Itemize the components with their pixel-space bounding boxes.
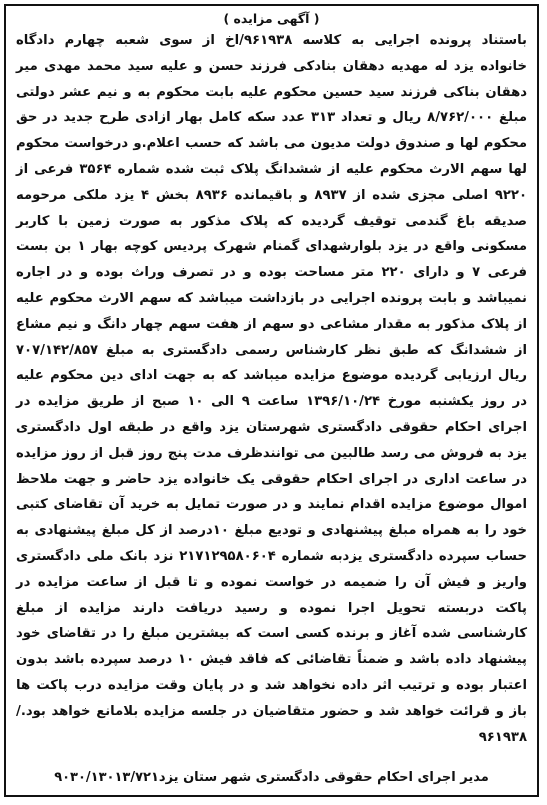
- notice-body: باستناد پرونده اجرایی به کلاسه ۹۶۱۹۳۸/اخ از سوی شعبه چهارم دادگاه خانواده یزد له مهدیه دهقان بنادکی فرزند حسن و علیه سید محمد مهدی میر دهقان بناکی فرزند سید حسین محکوم علیه بابت محکوم به و نیم عشر دولتی مبلغ ۸/۷۶۲/۰۰۰ ریال و تعداد ۳۱۳ عدد سکه کامل بهار ازادی طرح جدید در حق محکوم لها و صندوق دولت مدیون می باشد که حسب اعلام.و درخواست محکوم لها سهم الارث محکوم علیه از ششدانگ پلاک ثبت شده شماره ۳۵۶۴ فرعی از ۹۲۲۰ اصلی مجزی شده از ۸۹۳۷ و باقیمانده ۸۹۳۶ بخش ۴ یزد ملکی مرحومه صدیقه باغ گندمی توقیف گردیده که پلاک مذکور به صورت زمین با کاربر مسکونی واقع در یزد بلوارشهدای گمنام شهرک پردیس کوچه بهار ۱ بن بست فرعی ۷ و دارای ۲۲۰ متر مساحت بوده و در تصرف وراث بوده و در اجاره نمیباشد و بابت پرونده اجرایی در بازداشت میباشد که سهم الارث محکوم علیه از پلاک مذکور به مقدار مشاعی دو سهم از هفت سهم چهار دانگ و نیم مشاع از ششدانگ که طبق نظر کارشناس رسمی دادگستری به مبلغ ۷۰۷/۱۴۲/۸۵۷ ریال ارزیابی گردیده موضوع مزایده میباشد که به جهت ادای دین محکوم علیه در روز یکشنبه مورخ ۱۳۹۶/۱۰/۲۴ ساعت ۹ الی ۱۰ صبح از طریق مزایده در اجرای احکام حقوقی دادگستری شهرستان یزد واقع در طبقه اول دادگستری یزد به فروش می رسد طالبین می توانندظرف مدت پنج روز قبل از روز مزایده در ساعت اداری در اجرای احکام حقوقی یک خانواده یزد حاضر و جهت ملاحظ اموال موضوع مزایده اقدام نمایند و در صورت تمایل به خرید آن تقاضای کتبی خود را به همراه مبلغ پیشنهادی و تودیع مبلغ ۱۰درصد از کل مبلغ پیشنهادی به حساب سپرده دادگستری یزدبه شماره ۲۱۷۱۲۹۵۸۰۶۰۴ نزد بانک ملی دادگستری واریز و فیش آن را ضمیمه در خواست نموده و تا قبل از ساعت مزایده در پاکت دربسته تحویل اجرا نموده و رسید دریافت دارند مزایده از مبلغ کارشناسی شده آغاز و برنده کسی است که بیشترین مبلغ را در تقاضای خود پیشنهاد داده باشد و ضمناً تقاضائی که فاقد فیش ۱۰ درصد سپرده باشد بدون اعتبار بوده و ترتیب اثر داده نخواهد شد و در پایان وقت مزایده درب پاکت ها باز و قرائت خواهد شد و حضور متقاضیان در جلسه مزایده بلامانع خواهد بود./ ۹۶۱۹۳۸: [16, 33, 528, 745]
- notice-title: ( آگهی مزایده ): [223, 11, 320, 26]
- auction-notice: [4, 4, 539, 797]
- notice-footer-signature: مدیر اجرای احکام حقوقی دادگستری شهر ستان یزد۹۰۳۰/۱۳۰۱۳/۷۲۱: [54, 770, 489, 785]
